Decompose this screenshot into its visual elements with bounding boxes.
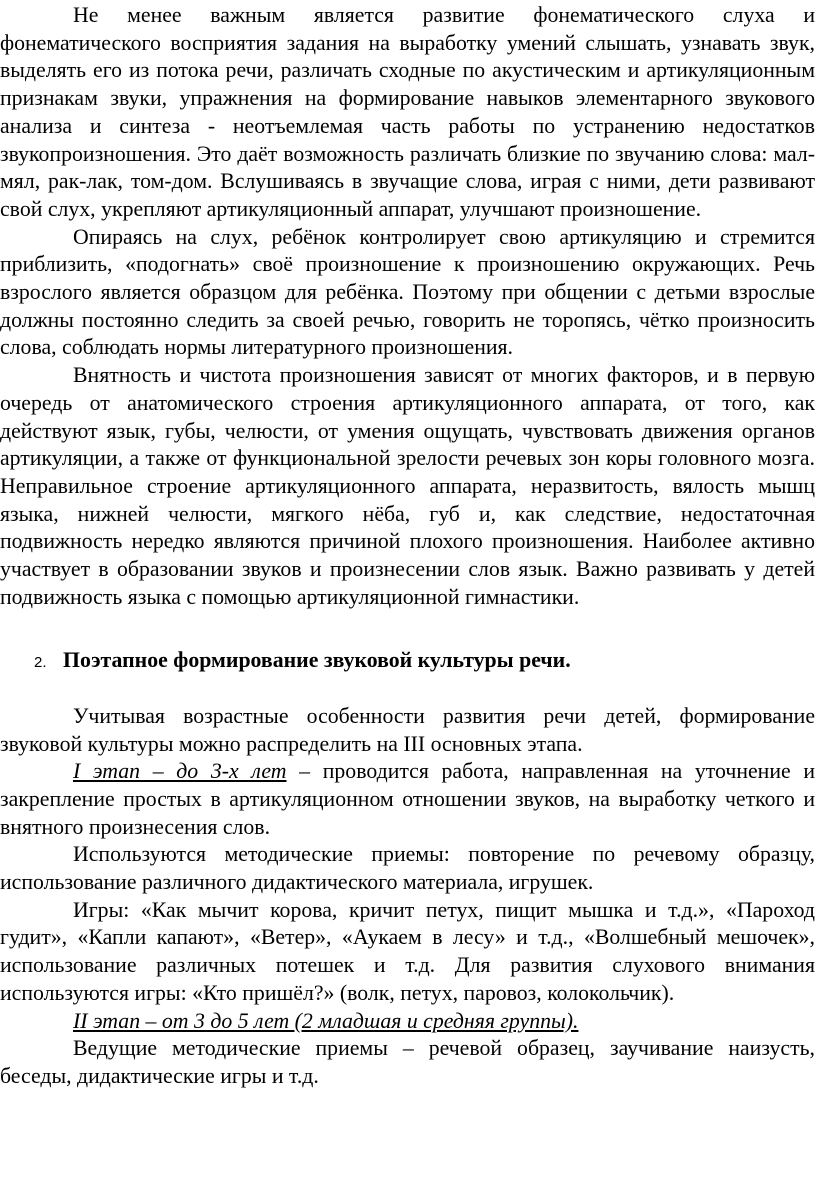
paragraph-methods: Используются методические приемы: повторение по речевому образцу, использование различного дидактического материала, игрушек. [0,842,815,895]
paragraph-phonemic-hearing: Не менее важным является развитие фонематического слуха и фонематического восприятия задания на выработку умений слышать, узнавать звук, выделять его из потока речи, различать сходные по акустическим и артикуляционным признакам звуки, упражнения на формирование навыков элементарного звукового анализа и синтеза - неотъемлемая часть работы по устранению недостатков звукопроизношения. Это даёт возможность различать близкие по звучанию слова: мал-мял, рак-лак, том-дом. Вслушиваясь в звучащие слова, играя с ними, дети развивают свой слух, укрепляют артикуляционный аппарат, улучшают произношение. [0,3,815,221]
paragraph-pronunciation-clarity: Внятность и чистота произношения зависят от многих факторов, и в первую очередь от анатомического строения артикуляционного аппарата, от того, как действуют язык, губы, челюсти, от умения ощущать, чувствовать движения органов артикуляции, а также от функциональной зрелости речевых зон коры головного мозга. Неправильное строение артикуляционного аппарата, неразвитость, вялость мышц языка, нижней челюсти, мягкого нёба, губ и, как следствие, недостаточная подвижность нередко являются причиной плохого произношения. Наиболее активно участвует в образовании звуков и произнесении слов язык. Важно развивать у детей подвижность языка с помощью артикуляционной гимнастики. [0,363,815,609]
paragraph-stage-2 [0,1008,815,1036]
section-title: Поэтапное формирование звуковой культуры речи. [63,648,571,673]
paragraph-stages-intro: Учитывая возрастные особенности развития речи детей, формирование звуковой культуры можно распределить на III основных этапа. [0,703,815,756]
paragraph-stage-2-methods: Ведущие методические приемы – речевой образец, заучивание наизусть, беседы, дидактические игры и т.д. [0,1036,815,1088]
paragraph-stage-1 [0,758,815,841]
blank-line [0,675,815,703]
paragraph-games: Игры: «Как мычит корова, кричит петух, пищит мышка и т.д.», «Пароход гудит», «Капли капают», «Ветер», «Аукаем в лесу» и т.д., «Волшебный мешочек», использование различных потешек и т.д. Для развития слухового внимания используются игры: «Кто пришёл?» (волк, петух, паровоз, колокольчик). [0,897,815,1005]
stage-1-text: – проводится работа, направленная на уточнение и закрепление простых в артикуляционном отношении звуков, на выработку четкого и внятного произнесения слов. [0,759,815,839]
paragraph-hearing-control: Опираясь на слух, ребёнок контролирует свою артикуляцию и стремится приблизить, «подогнать» своё произношение к произношению окружающих. Речь взрослого является образцом для ребёнка. Поэтому при общении с детьми взрослые должны постоянно следить за своей речью, говорить не торопясь, чётко произносить слова, соблюдать нормы литературного произношения. [0,224,815,360]
section-number: 2. [34,654,47,672]
section-heading [0,647,815,675]
document-page [0,2,815,1091]
stage-1-label: I этап – до 3-х лет [73,759,287,784]
stage-2-label: II этап – от 3 до 5 лет (2 младшая и средняя группы). [73,1008,579,1033]
